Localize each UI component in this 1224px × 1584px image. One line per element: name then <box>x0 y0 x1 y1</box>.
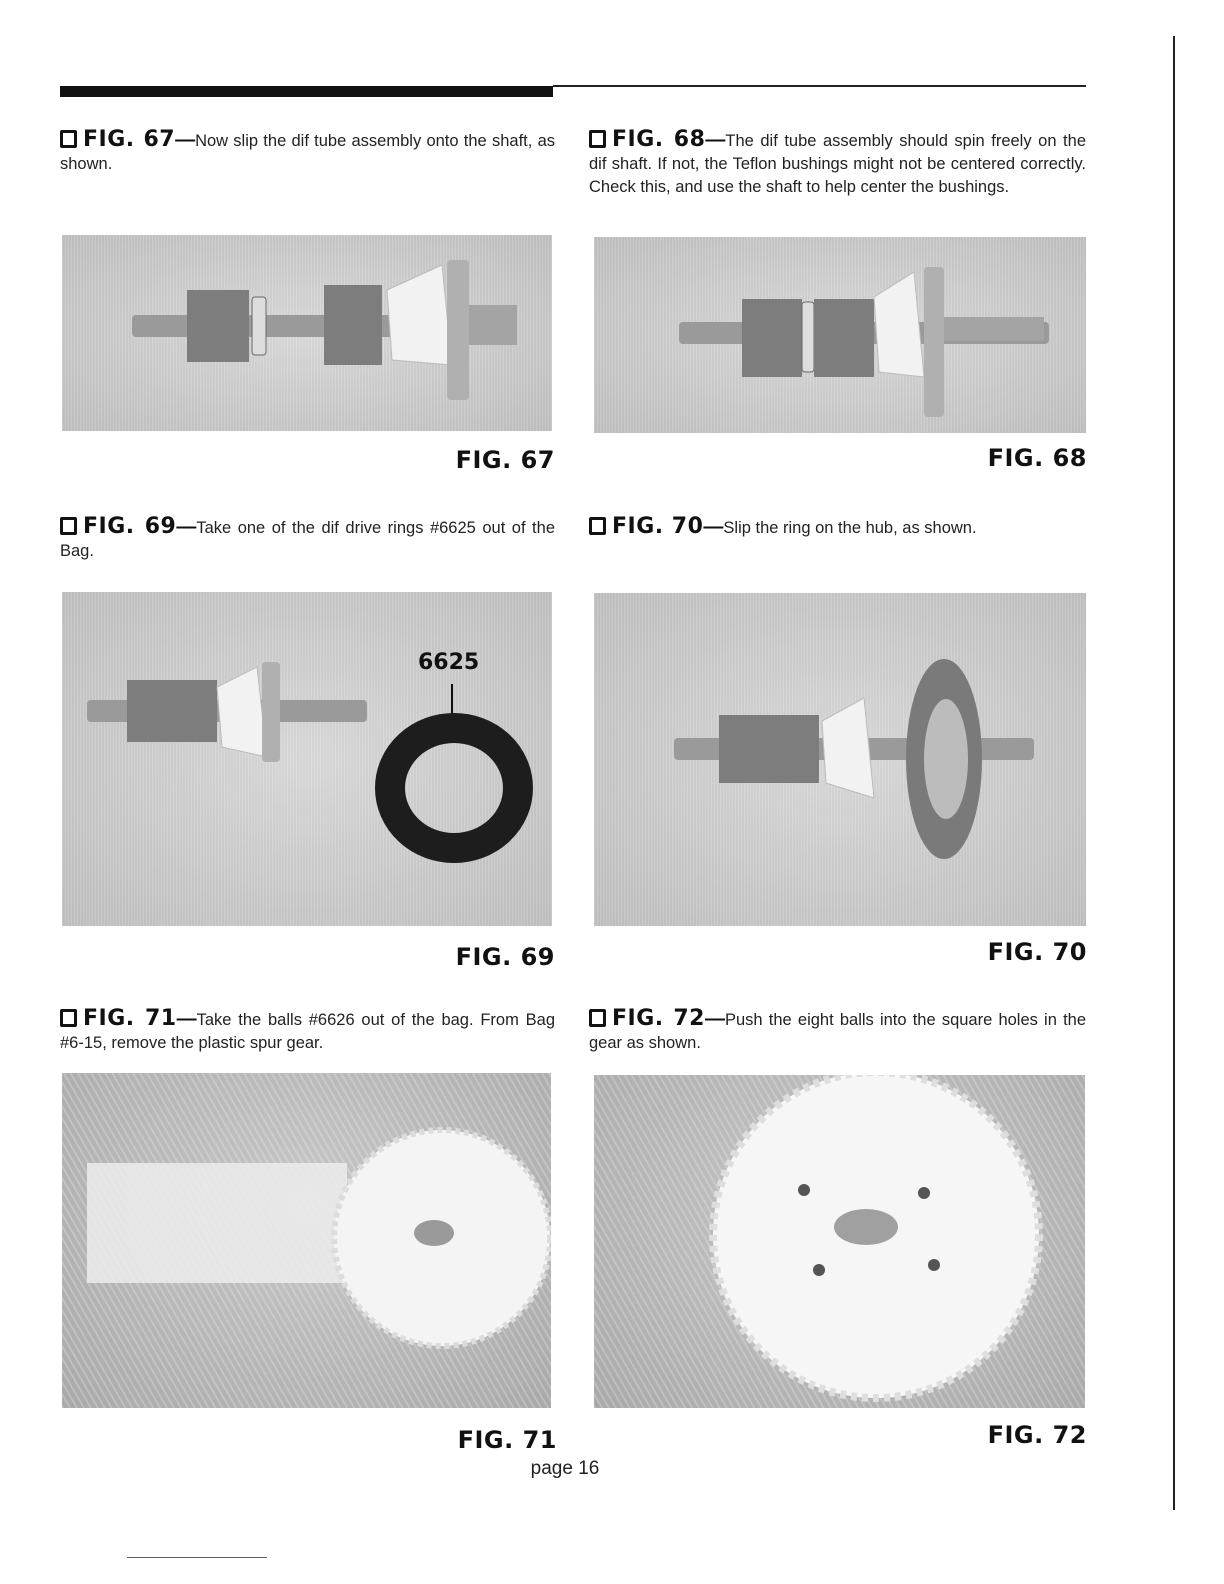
photo-fig-70 <box>594 593 1086 926</box>
photo-fig-71 <box>62 1073 551 1408</box>
checkbox-icon[interactable] <box>589 517 606 535</box>
dif-drive-ring-image <box>62 592 552 926</box>
dif-shaft-assembly-image <box>62 235 552 431</box>
page-number: page 16 <box>530 1458 600 1479</box>
header-rule-thin <box>553 85 1086 87</box>
fig-ref: FIG. 71 <box>83 1006 177 1031</box>
ring-on-hub-image <box>594 593 1086 926</box>
figure-label-69: FIG. 69 <box>455 943 555 971</box>
photo-fig-72 <box>594 1075 1085 1408</box>
figure-label-72: FIG. 72 <box>987 1421 1087 1449</box>
caption-fig-69: FIG. 69—Take one of the dif drive rings #6625 out of the Bag. <box>60 514 555 560</box>
figure-label-68: FIG. 68 <box>987 444 1087 472</box>
photo-fig-69 <box>62 592 552 926</box>
balls-bag-and-spur-gear-image <box>62 1073 551 1408</box>
caption-text: Take the balls #6626 out of the bag. From Bag #6-15, remove the plastic spur gear. <box>60 1011 556 1052</box>
fig-ref: FIG. 72 <box>612 1006 705 1031</box>
right-margin-line <box>1173 36 1175 1510</box>
caption-text: The dif tube assembly should spin freely on the dif shaft. If not, the Teflon bushings might not be centered correctly. Check this, and use the shaft to help center the bushings. <box>589 132 1086 196</box>
fig-ref: FIG. 69 <box>83 514 177 539</box>
caption-text: Take one of the dif drive rings #6625 out of the Bag. <box>60 519 555 560</box>
photo-fig-67 <box>62 235 552 431</box>
caption-text: Now slip the dif tube assembly onto the shaft, as shown. <box>60 132 555 173</box>
checkbox-icon[interactable] <box>589 1009 606 1027</box>
checkbox-icon[interactable] <box>60 1009 77 1027</box>
figure-label-70: FIG. 70 <box>987 938 1087 966</box>
photo-fig-68 <box>594 237 1086 433</box>
fig-ref: FIG. 67 <box>83 127 176 152</box>
dif-shaft-assembly-image <box>594 237 1086 433</box>
caption-fig-67: FIG. 67—Now slip the dif tube assembly onto the shaft, as shown. <box>60 127 555 173</box>
spur-gear-with-balls-image <box>594 1075 1085 1408</box>
bottom-link-line <box>127 1557 267 1558</box>
checkbox-icon[interactable] <box>60 130 77 148</box>
caption-text: Push the eight balls into the square holes in the gear as shown. <box>589 1011 1087 1052</box>
checkbox-icon[interactable] <box>589 130 606 148</box>
caption-fig-68: FIG. 68—The dif tube assembly should spin freely on the dif shaft. If not, the Teflon bushings might not be centered correctly. Check this, and use the shaft to help center the bushings. <box>589 127 1086 196</box>
caption-fig-71: FIG. 71—Take the balls #6626 out of the bag. From Bag #6-15, remove the plastic spur gear. <box>60 1006 556 1052</box>
part-number-callout: 6625 <box>418 650 480 675</box>
checkbox-icon[interactable] <box>60 517 77 535</box>
caption-text: Slip the ring on the hub, as shown. <box>723 519 977 537</box>
figure-label-67: FIG. 67 <box>455 446 555 474</box>
figure-label-71: FIG. 71 <box>457 1426 557 1454</box>
header-rule-thick <box>60 86 553 97</box>
fig-ref: FIG. 68 <box>612 127 706 152</box>
caption-fig-72: FIG. 72—Push the eight balls into the square holes in the gear as shown. <box>589 1006 1087 1052</box>
fig-ref: FIG. 70 <box>612 514 704 539</box>
caption-fig-70: FIG. 70—Slip the ring on the hub, as shown. <box>589 515 1086 540</box>
